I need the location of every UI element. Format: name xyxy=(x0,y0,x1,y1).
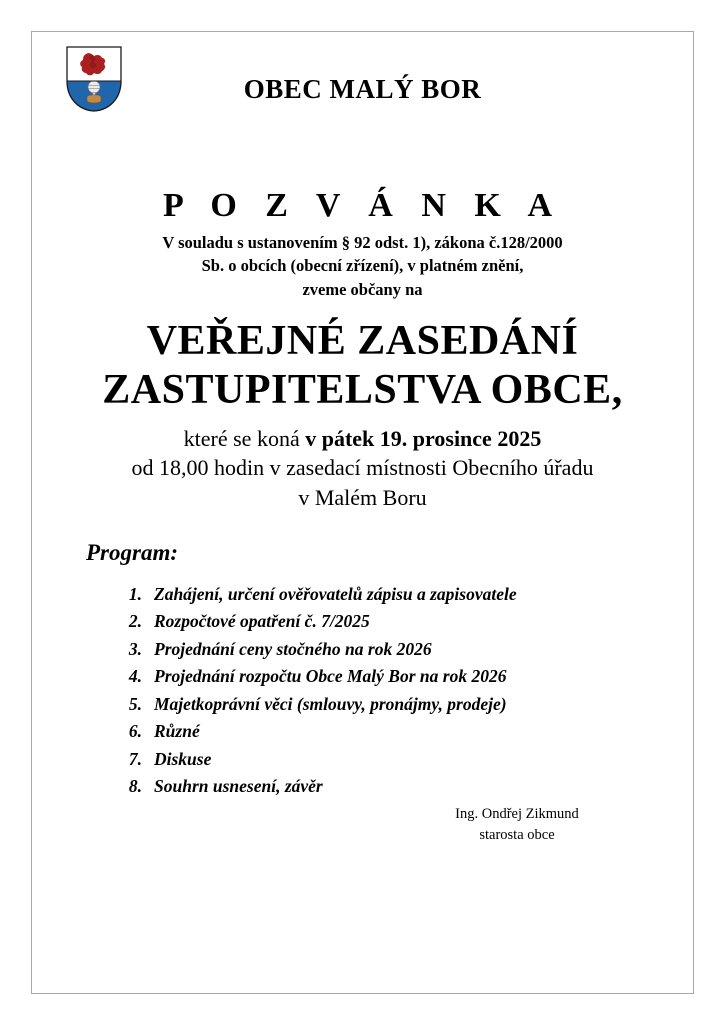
program-item-text: Diskuse xyxy=(154,748,212,769)
program-item-number: 1. xyxy=(128,584,142,604)
program-item xyxy=(118,608,638,635)
meeting-location: v Malém Boru xyxy=(298,484,427,510)
program-item-number: 2. xyxy=(128,611,142,632)
program-item-text: Projednání ceny stočného na rok 2026 xyxy=(154,638,432,659)
program-item xyxy=(118,636,638,663)
program-item-text: Projednání rozpočtu Obce Malý Bor na rok 2026 xyxy=(154,666,507,687)
document-header xyxy=(32,32,693,132)
invitation-heading: P O Z V Á N K A xyxy=(162,187,563,224)
document-page xyxy=(31,31,694,994)
program-list xyxy=(118,581,638,801)
meeting-date-emphasis: v pátek 19. prosince 2025 xyxy=(305,426,542,451)
meeting-datetime-block xyxy=(32,424,693,512)
program-item xyxy=(118,581,638,608)
meeting-headline xyxy=(32,317,693,414)
legal-reference-block xyxy=(32,231,693,301)
program-item xyxy=(118,718,638,745)
program-item-number: 8. xyxy=(128,776,142,797)
meeting-date-line xyxy=(32,424,693,453)
program-item-text: Různé xyxy=(154,721,200,742)
municipality-title: OBEC MALÝ BOR xyxy=(243,74,482,104)
program-item-text: Zahájení, určení ověřovatelů zápisu a zapisovatele xyxy=(154,584,517,604)
program-item-number: 5. xyxy=(128,693,142,714)
program-item-text: Majetkoprávní věci (smlouvy, pronájmy, prodeje) xyxy=(154,693,507,714)
page-content xyxy=(32,32,693,993)
program-item-number: 6. xyxy=(128,721,142,742)
program-item xyxy=(118,691,638,718)
program-item-text: Rozpočtové opatření č. 7/2025 xyxy=(154,611,370,632)
legal-line-2: Sb. o obcích (obecní zřízení), v platném znění, xyxy=(201,256,524,276)
signature-block xyxy=(402,804,632,846)
program-item xyxy=(118,773,638,800)
program-title: Program: xyxy=(86,540,178,565)
legal-line-3: zveme občany na xyxy=(302,279,423,299)
program-item-text: Souhrn usnesení, závěr xyxy=(154,776,323,797)
meeting-time-place: od 18,00 hodin v zasedací místnosti Obecního úřadu xyxy=(131,455,594,481)
program-item-number: 4. xyxy=(128,666,142,687)
program-item xyxy=(118,663,638,690)
program-item-number: 3. xyxy=(128,638,142,659)
signatory-name: Ing. Ondřej Zikmund xyxy=(455,806,579,822)
headline-line-2: ZASTUPITELSTVA OBCE, xyxy=(102,366,623,413)
program-item-number: 7. xyxy=(128,748,142,769)
meeting-date-prefix: které se koná xyxy=(183,426,306,451)
legal-line-1: V souladu s ustanovením § 92 odst. 1), zákona č.128/2000 xyxy=(162,233,563,252)
program-item xyxy=(118,746,638,773)
headline-line-1: VEŘEJNÉ ZASEDÁNÍ xyxy=(146,318,579,364)
signatory-role: starosta obce xyxy=(479,827,555,844)
